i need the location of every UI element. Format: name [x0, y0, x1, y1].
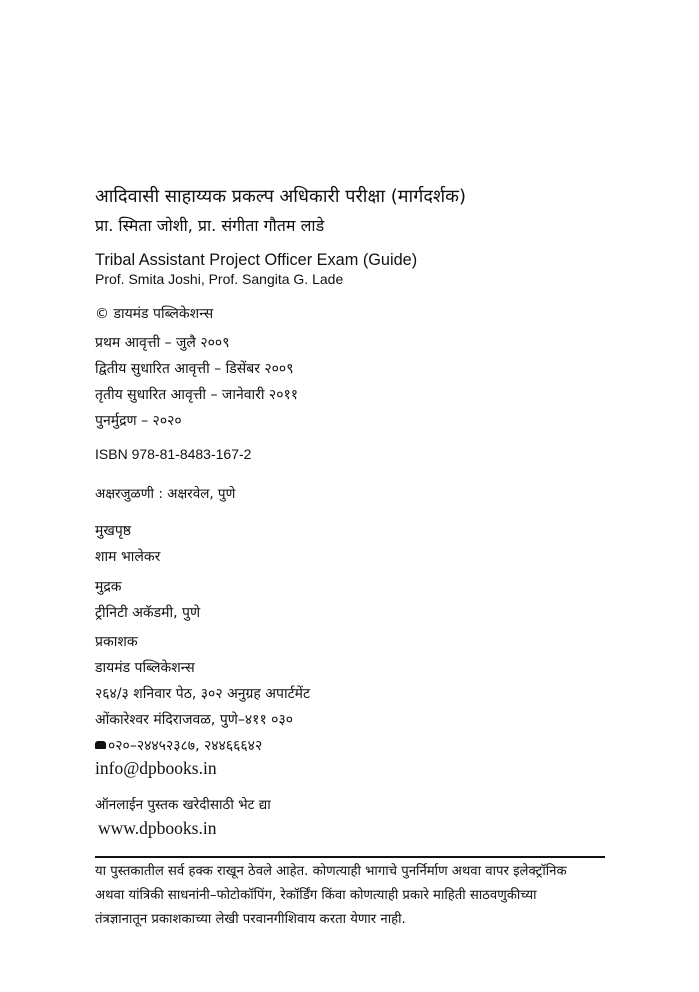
publisher-name: डायमंड पब्लिकेशन्स — [95, 660, 195, 676]
edition-line: पुनर्मुद्रण – २०२० — [95, 413, 182, 429]
authors-marathi: प्रा. स्मिता जोशी, प्रा. संगीता गौतम लाडे — [95, 216, 325, 235]
website-link[interactable]: www.dpbooks.in — [98, 818, 217, 838]
edition-line: प्रथम आवृत्ती – जुलै २००९ — [95, 335, 230, 351]
publisher-label: प्रकाशक — [95, 634, 138, 650]
book-title-marathi: आदिवासी साहाय्यक प्रकल्प अधिकारी परीक्षा (मार्गदर्शक) — [95, 186, 466, 207]
copyright-line: © डायमंड पब्लिकेशन्स — [95, 306, 214, 322]
printer-name: ट्रीनिटी अकॅडमी, पुणे — [95, 605, 201, 621]
online-purchase-label: ऑनलाईन पुस्तक खरेदीसाठी भेट द्या — [95, 797, 271, 813]
publisher-phone — [95, 736, 262, 755]
typesetting-credit: अक्षरजुळणी : अक्षरवेल, पुणे — [95, 486, 236, 502]
cover-label: मुखपृष्ठ — [95, 523, 132, 539]
isbn: ISBN 978-81-8483-167-2 — [95, 446, 252, 462]
book-title-english: Tribal Assistant Project Officer Exam (Guide) — [95, 251, 418, 269]
notice-line: अथवा यांत्रिकी साधनांनी–फोटोकॉपिंग, रेकॉर्डिंग किंवा कोणत्याही प्रकारे माहिती साठवणुकीच्या — [95, 888, 537, 903]
notice-line: या पुस्तकातील सर्व हक्क राखून ठेवले आहेत. कोणत्याही भागाचे पुनर्निर्माण अथवा वापर इलेक्ट्रॉनिक — [95, 864, 567, 879]
publisher-email[interactable]: info@dpbooks.in — [95, 758, 217, 778]
authors-english: Prof. Smita Joshi, Prof. Sangita G. Lade — [95, 271, 344, 287]
cover-designer: शाम भालेकर — [95, 549, 161, 565]
notice-line: तंत्रज्ञानातून प्रकाशकाच्या लेखी परवानगीशिवाय करता येणार नाही. — [95, 912, 406, 927]
publisher-address-line: २६४/३ शनिवार पेठ, ३०२ अनुग्रह अपार्टमेंट — [95, 686, 311, 702]
edition-line: द्वितीय सुधारित आवृत्ती – डिसेंबर २००९ — [95, 361, 294, 377]
phone-icon — [95, 741, 106, 749]
phone-number: ०२०–२४४५२३८७, २४४६६६४२ — [108, 738, 263, 754]
publisher-address-line: ओंकारेश्वर मंदिराजवळ, पुणे–४११ ०३० — [95, 712, 294, 728]
printer-label: मुद्रक — [95, 579, 122, 595]
rights-notice — [95, 860, 607, 932]
edition-line: तृतीय सुधारित आवृत्ती – जानेवारी २०११ — [95, 387, 299, 403]
divider — [95, 856, 605, 858]
